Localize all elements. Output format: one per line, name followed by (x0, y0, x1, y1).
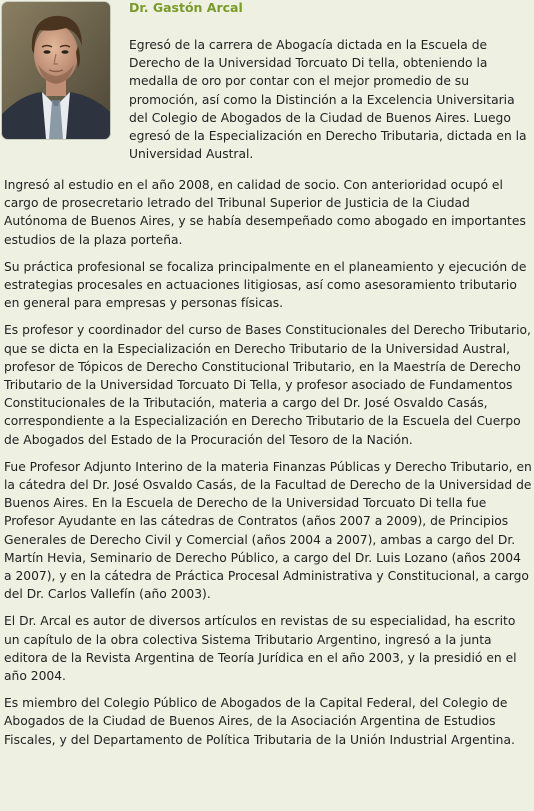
biography-body (4, 176, 532, 758)
paragraph-professorship: Fue Profesor Adjunto Interino de la materia Finanzas Públicas y Derecho Tributario, en la cátedra del Dr. José Osvaldo Casás, de la Facultad de Derecho de la Universidad de Buenos Aires. En la Escuela de Derecho de la Universidad Torcuato Di tella fue Profesor Ayudante en las cátedras de Contratos (años 2007 a 2009), de Principios Generales de Derecho Civil y Comercial (años 2004 a 2007), ambas a cargo del Dr. Martín Hevia, Seminario de Derecho Público, a cargo del Dr. Luis Lozano (años 2004 a 2007), y en la cátedra de Práctica Procesal Administrativa y Constitucional, a cargo del Dr. Carlos Vallefín (año 2003). (4, 459, 532, 602)
intro-paragraph: Egresó de la carrera de Abogacía dictada en la Escuela de Derecho de la Universidad Torcuato Di tella, obteniendo la medalla de oro por contar con el mejor promedio de su promoción, así como la Distinción a la Excelencia Universitaria del Colegio de Abogados de la Ciudad de Buenos Aires. Luego egresó de la Especialización en Derecho Tributaria, dictada en la Universidad Austral. (129, 38, 527, 162)
person-name: Dr. Gastón Arcal (129, 0, 243, 15)
paragraph-joining: Ingresó al estudio en el año 2008, en calidad de socio. Con anterioridad ocupó el cargo de prosecretario letrado del Tribunal Superior de Justicia de la Ciudad Autónoma de Buenos Aires, y se había desempeñado como abogado en importantes estudios de la plaza porteña. (4, 178, 526, 247)
profile-header (0, 0, 534, 168)
paragraph-publications: El Dr. Arcal es autor de diversos artículos en revistas de su especialidad, ha escrito un capítulo de la obra colectiva Sistema Tributario Argentino, ingresó a la junta editora de la Revista Argentina de Teoría Jurídica en el año 2003, y la presidió en el año 2004. (4, 614, 517, 684)
paragraph-practice: Su práctica profesional se focaliza principalmente en el planeamiento y ejecución de estrategias procesales en actuaciones litigiosas, así como asesoramiento tributario en general para empresas y personas físicas. (4, 259, 527, 311)
portrait-photo (2, 2, 110, 139)
paragraph-teaching: Es profesor y coordinador del curso de Bases Constitucionales del Derecho Tributario, que se dicta en la Especialización en Derecho Tributario de la Universidad Austral, profesor de Tópicos de Derecho Constitucional Tributario, en la Maestría de Derecho Tributario de la Universidad Torcuato Di Tella, y profesor asociado de Fundamentos Constitucionales de la Tributación, materia a cargo del Dr. José Osvaldo Casás, correspondiente a la Especialización en Derecho Tributario de la Escuela del Cuerpo de Abogados del Estado de la Procuración del Tesoro de la Nación. (4, 323, 531, 447)
portrait-image (2, 2, 110, 139)
paragraph-memberships: Es miembro del Colegio Público de Abogados de la Capital Federal, del Colegio de Abogados de la Ciudad de Buenos Aires, de la Asociación Argentina de Estudios Fiscales, y del Departamento de Política Tributaria de la Unión Industrial Argentina. (4, 696, 515, 747)
